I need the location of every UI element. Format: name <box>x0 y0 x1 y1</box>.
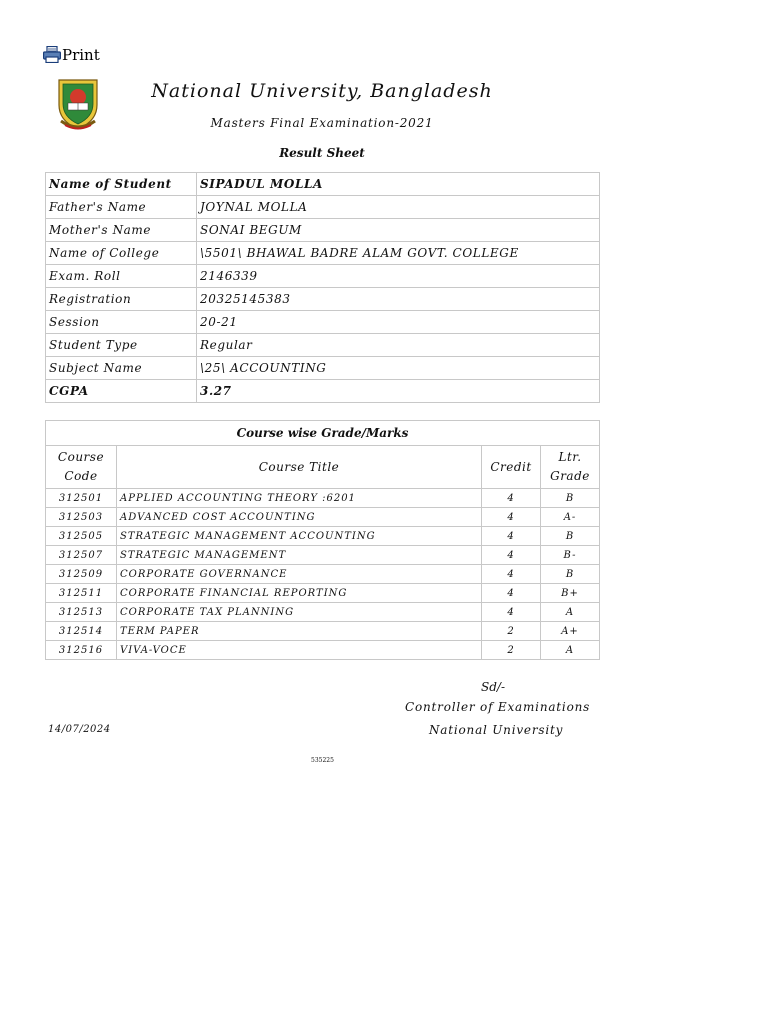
course-grade: A+ <box>541 622 600 641</box>
course-row <box>46 546 600 565</box>
student-info-row <box>46 265 600 288</box>
student-info-row <box>46 173 600 196</box>
printer-icon <box>43 46 61 63</box>
info-label: Mother's Name <box>46 219 197 242</box>
course-title: CORPORATE FINANCIAL REPORTING <box>117 584 482 603</box>
course-grade: B- <box>541 546 600 565</box>
course-grade: A- <box>541 508 600 527</box>
course-credit: 4 <box>482 546 541 565</box>
info-label: Subject Name <box>46 357 197 380</box>
signature-university: National University <box>429 723 564 737</box>
signature-mark: Sd/- <box>481 680 505 694</box>
student-info-row <box>46 311 600 334</box>
info-value: 3.27 <box>197 380 600 403</box>
course-row <box>46 508 600 527</box>
issue-date: 14/07/2024 <box>48 724 111 735</box>
serial-number: 535225 <box>311 757 334 764</box>
info-label: Session <box>46 311 197 334</box>
university-title: National University, Bangladesh <box>151 80 493 102</box>
header-letter-grade: Ltr. Grade <box>541 446 600 489</box>
course-title: CORPORATE TAX PLANNING <box>117 603 482 622</box>
course-code: 312513 <box>46 603 117 622</box>
course-title: TERM PAPER <box>117 622 482 641</box>
info-value: \5501\ BHAWAL BADRE ALAM GOVT. COLLEGE <box>197 242 600 265</box>
course-code: 312511 <box>46 584 117 603</box>
student-info-table <box>45 172 600 403</box>
student-info-row <box>46 219 600 242</box>
info-value: \25\ ACCOUNTING <box>197 357 600 380</box>
controller-title: Controller of Examinations <box>405 700 591 714</box>
info-value: JOYNAL MOLLA <box>197 196 600 219</box>
course-code: 312503 <box>46 508 117 527</box>
course-grade: B <box>541 489 600 508</box>
print-button[interactable] <box>43 46 100 63</box>
course-grade: A <box>541 603 600 622</box>
course-credit: 2 <box>482 641 541 660</box>
header-course-title: Course Title <box>117 446 482 489</box>
course-code: 312509 <box>46 565 117 584</box>
course-credit: 2 <box>482 622 541 641</box>
course-title: ADVANCED COST ACCOUNTING <box>117 508 482 527</box>
student-info-row <box>46 242 600 265</box>
info-label: Name of College <box>46 242 197 265</box>
student-info-row <box>46 357 600 380</box>
course-code: 312505 <box>46 527 117 546</box>
course-title: STRATEGIC MANAGEMENT ACCOUNTING <box>117 527 482 546</box>
course-title: APPLIED ACCOUNTING THEORY :6201 <box>117 489 482 508</box>
info-label: Student Type <box>46 334 197 357</box>
result-sheet-title: Result Sheet <box>279 146 365 160</box>
course-row <box>46 565 600 584</box>
info-value: Regular <box>197 334 600 357</box>
course-row <box>46 584 600 603</box>
course-row <box>46 603 600 622</box>
course-credit: 4 <box>482 527 541 546</box>
course-grade: B+ <box>541 584 600 603</box>
course-row <box>46 527 600 546</box>
info-value: SIPADUL MOLLA <box>197 173 600 196</box>
student-info-row <box>46 288 600 311</box>
student-info-row <box>46 380 600 403</box>
info-value: 20325145383 <box>197 288 600 311</box>
info-value: 2146339 <box>197 265 600 288</box>
course-grade: B <box>541 527 600 546</box>
info-label: Registration <box>46 288 197 311</box>
course-row <box>46 622 600 641</box>
course-row <box>46 641 600 660</box>
info-label: Exam. Roll <box>46 265 197 288</box>
info-label: Name of Student <box>46 173 197 196</box>
info-value: 20-21 <box>197 311 600 334</box>
student-info-row <box>46 196 600 219</box>
course-table-caption: Course wise Grade/Marks <box>46 421 600 446</box>
course-row <box>46 489 600 508</box>
course-grade-table <box>45 420 600 660</box>
exam-title: Masters Final Examination-2021 <box>210 116 434 130</box>
course-code: 312514 <box>46 622 117 641</box>
course-title: CORPORATE GOVERNANCE <box>117 565 482 584</box>
course-grade: A <box>541 641 600 660</box>
course-title: VIVA-VOCE <box>117 641 482 660</box>
course-code: 312507 <box>46 546 117 565</box>
info-label: CGPA <box>46 380 197 403</box>
header-credit: Credit <box>482 446 541 489</box>
info-value: SONAI BEGUM <box>197 219 600 242</box>
course-title: STRATEGIC MANAGEMENT <box>117 546 482 565</box>
course-code: 312501 <box>46 489 117 508</box>
course-grade: B <box>541 565 600 584</box>
course-credit: 4 <box>482 584 541 603</box>
header-course-code: Course Code <box>46 446 117 489</box>
course-credit: 4 <box>482 489 541 508</box>
student-info-row <box>46 334 600 357</box>
course-code: 312516 <box>46 641 117 660</box>
course-credit: 4 <box>482 565 541 584</box>
print-label[interactable]: Print <box>62 46 100 64</box>
info-label: Father's Name <box>46 196 197 219</box>
course-credit: 4 <box>482 603 541 622</box>
course-credit: 4 <box>482 508 541 527</box>
